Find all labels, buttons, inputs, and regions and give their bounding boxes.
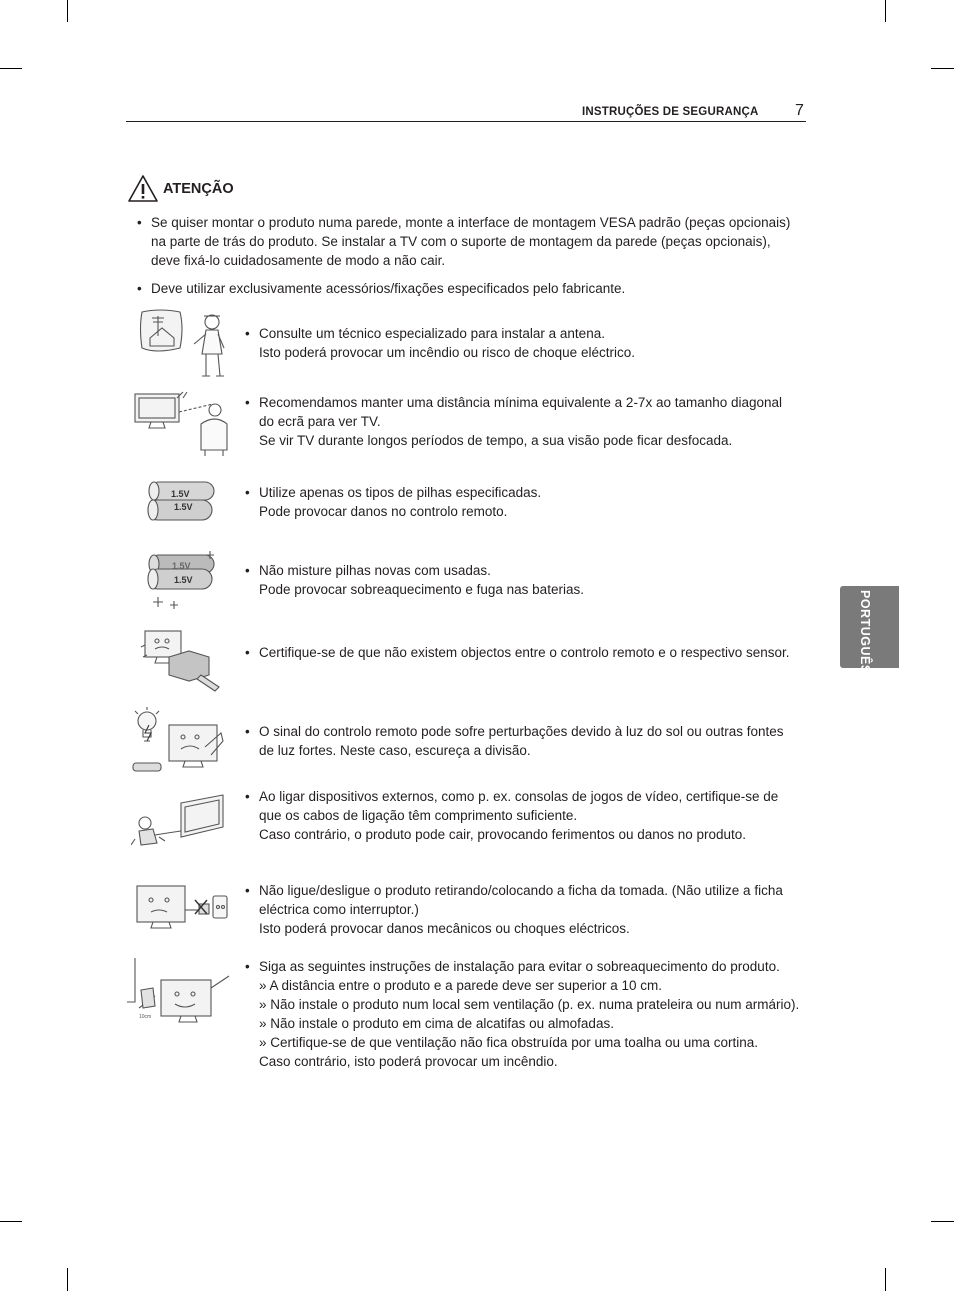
item-text: Pode provocar danos no controlo remoto. (259, 504, 508, 519)
item-text: O sinal do controlo remoto pode sofre perturbações devido à luz do sol ou outras fontes de luz fortes. Neste caso, escureça a divisão. (259, 724, 784, 758)
ventilation-distance-icon (125, 958, 233, 1026)
item-text: Isto poderá provocar danos mecânicos ou choques eléctricos. (259, 921, 630, 936)
battery-label: 1.5V (172, 561, 191, 571)
batteries-icon (144, 478, 224, 524)
item-text: Recomendamos manter uma distância mínima equivalente a 2-7x ao tamanho diagonal do ecrã para ver TV. (259, 395, 783, 429)
item-text: Certifique-se de que não existem objectos entre o controlo remoto e o respectivo sensor. (259, 645, 790, 660)
safety-item: • Não misture pilhas novas com usadas. Pode provocar sobreaquecimento e fuga nas baterias. (245, 561, 800, 599)
item-text: » Certifique-se de que ventilação não fica obstruída por uma toalha ou uma cortina. (259, 1035, 759, 1050)
intro-bullet-text: Se quiser montar o produto numa parede, monte a interface de montagem VESA padrão (peças opcionais) na parte de trás do produto. Se instalar a TV com o suporte de montagem da parede (peças opcionais), deve fixá-lo cuidadosamente de modo a não cair. (151, 215, 791, 268)
crop-mark (885, 1268, 886, 1291)
item-text: Consulte um técnico especializado para instalar a antena. (259, 326, 605, 341)
mixed-batteries-icon (144, 549, 224, 613)
safety-item: • Certifique-se de que não existem objectos entre o controlo remoto e o respectivo sensor. (245, 643, 800, 662)
safety-item: • Ao ligar dispositivos externos, como p. ex. consolas de jogos de vídeo, certifique-se de que os cabos de ligação têm comprimento suficiente. Caso contrário, o produto pode cair, provocando ferimentos ou danos no produto. (245, 787, 800, 844)
antenna-technician-icon (136, 308, 228, 380)
intro-bullet-text: Deve utilizar exclusivamente acessórios/fixações especificados pelo fabricante. (151, 281, 626, 296)
caution-title: ATENÇÃO (163, 181, 234, 197)
item-text: Isto poderá provocar um incêndio ou risco de choque eléctrico. (259, 345, 635, 360)
warning-triangle-icon (127, 174, 159, 204)
item-text: Ao ligar dispositivos externos, como p. ex. consolas de jogos de vídeo, certifique-se de que os cabos de ligação têm comprimento suficiente. (259, 789, 779, 823)
item-text: Siga as seguintes instruções de instalação para evitar o sobreaquecimento do produto. (259, 959, 780, 974)
item-text: » A distância entre o produto e a parede deve ser superior a 10 cm. (259, 978, 663, 993)
item-text: Não misture pilhas novas com usadas. (259, 563, 491, 578)
intro-bullet: • Deve utilizar exclusivamente acessórios/fixações especificados pelo fabricante. (137, 279, 797, 298)
item-text: Não ligue/desligue o produto retirando/colocando a ficha da tomada. (Não utilize a ficha eléctrica como interruptor.) (259, 883, 783, 917)
language-tab (840, 586, 899, 674)
power-plug-icon (133, 882, 229, 934)
item-text: Se vir TV durante longos períodos de tempo, a sua visão pode ficar desfocada. (259, 433, 733, 448)
safety-item: • Não ligue/desligue o produto retirando/colocando a ficha da tomada. (Não utilize a ficha eléctrica como interruptor.) Isto poderá provocar danos mecânicos ou choques eléctricos. (245, 881, 800, 938)
safety-item: • Consulte um técnico especializado para instalar a antena. Isto poderá provocar um incêndio ou risco de choque eléctrico. (245, 324, 800, 362)
crop-mark (67, 0, 68, 22)
crop-mark (0, 68, 22, 69)
viewing-distance-icon (131, 390, 231, 456)
strong-light-icon (131, 707, 226, 777)
safety-item: • Utilize apenas os tipos de pilhas especificadas. Pode provocar danos no controlo remoto. (245, 483, 800, 521)
header-rule (126, 121, 806, 122)
item-text: » Não instale o produto num local sem ventilação (p. ex. numa prateleira ou num armário). (259, 997, 800, 1012)
battery-label: 1.5V (171, 489, 190, 499)
language-tab-label: PORTUGUÊS (858, 590, 872, 674)
safety-item: • Siga as seguintes instruções de instalação para evitar o sobreaquecimento do produto. » A distância entre o produto e a parede deve ser superior a 10 cm. » Não instale o produto num local sem ventilação (p. ex. numa prateleira ou num armário). » Não instale o produto em cima de alcatifas ou almofadas. » Certifique-se de que ventilação não fica obstruída por uma toalha ou uma cortina. Caso contrário, isto poderá provocar um incêndio. (245, 959, 800, 1069)
item-text: Caso contrário, isto poderá provocar um incêndio. (259, 1054, 558, 1069)
item-text: Pode provocar sobreaquecimento e fuga nas baterias. (259, 582, 584, 597)
distance-label: 10cm (139, 1014, 152, 1020)
item-text: Caso contrário, o produto pode cair, provocando ferimentos ou danos no produto. (259, 827, 747, 842)
remote-obstacle-icon (139, 627, 227, 693)
intro-bullet: • Se quiser montar o produto numa parede, monte a interface de montagem VESA padrão (peças opcionais) na parte de trás do produto. Se instalar a TV com o suporte de montagem da parede (peças opcionais), deve fixá-lo cuidadosamente de modo a não cair. (137, 213, 797, 270)
page-number: 7 (795, 102, 804, 119)
safety-item: • Recomendamos manter uma distância mínima equivalente a 2-7x ao tamanho diagonal do ecrã para ver TV. Se vir TV durante longos períodos de tempo, a sua visão pode ficar desfocada. (245, 393, 800, 450)
crop-mark (0, 1221, 22, 1222)
item-text: Utilize apenas os tipos de pilhas especificadas. (259, 485, 542, 500)
section-title: INSTRUÇÕES DE SEGURANÇA (582, 106, 759, 118)
crop-mark (931, 1221, 954, 1222)
cable-length-icon (131, 793, 227, 851)
crop-mark (67, 1268, 68, 1291)
crop-mark (885, 0, 886, 22)
battery-label: 1.5V (174, 502, 193, 512)
safety-item: • O sinal do controlo remoto pode sofre perturbações devido à luz do sol ou outras fontes de luz fortes. Neste caso, escureça a divisão. (245, 722, 800, 760)
battery-label: 1.5V (174, 575, 193, 585)
crop-mark (931, 68, 954, 69)
item-text: » Não instale o produto em cima de alcatifas ou almofadas. (259, 1016, 614, 1031)
